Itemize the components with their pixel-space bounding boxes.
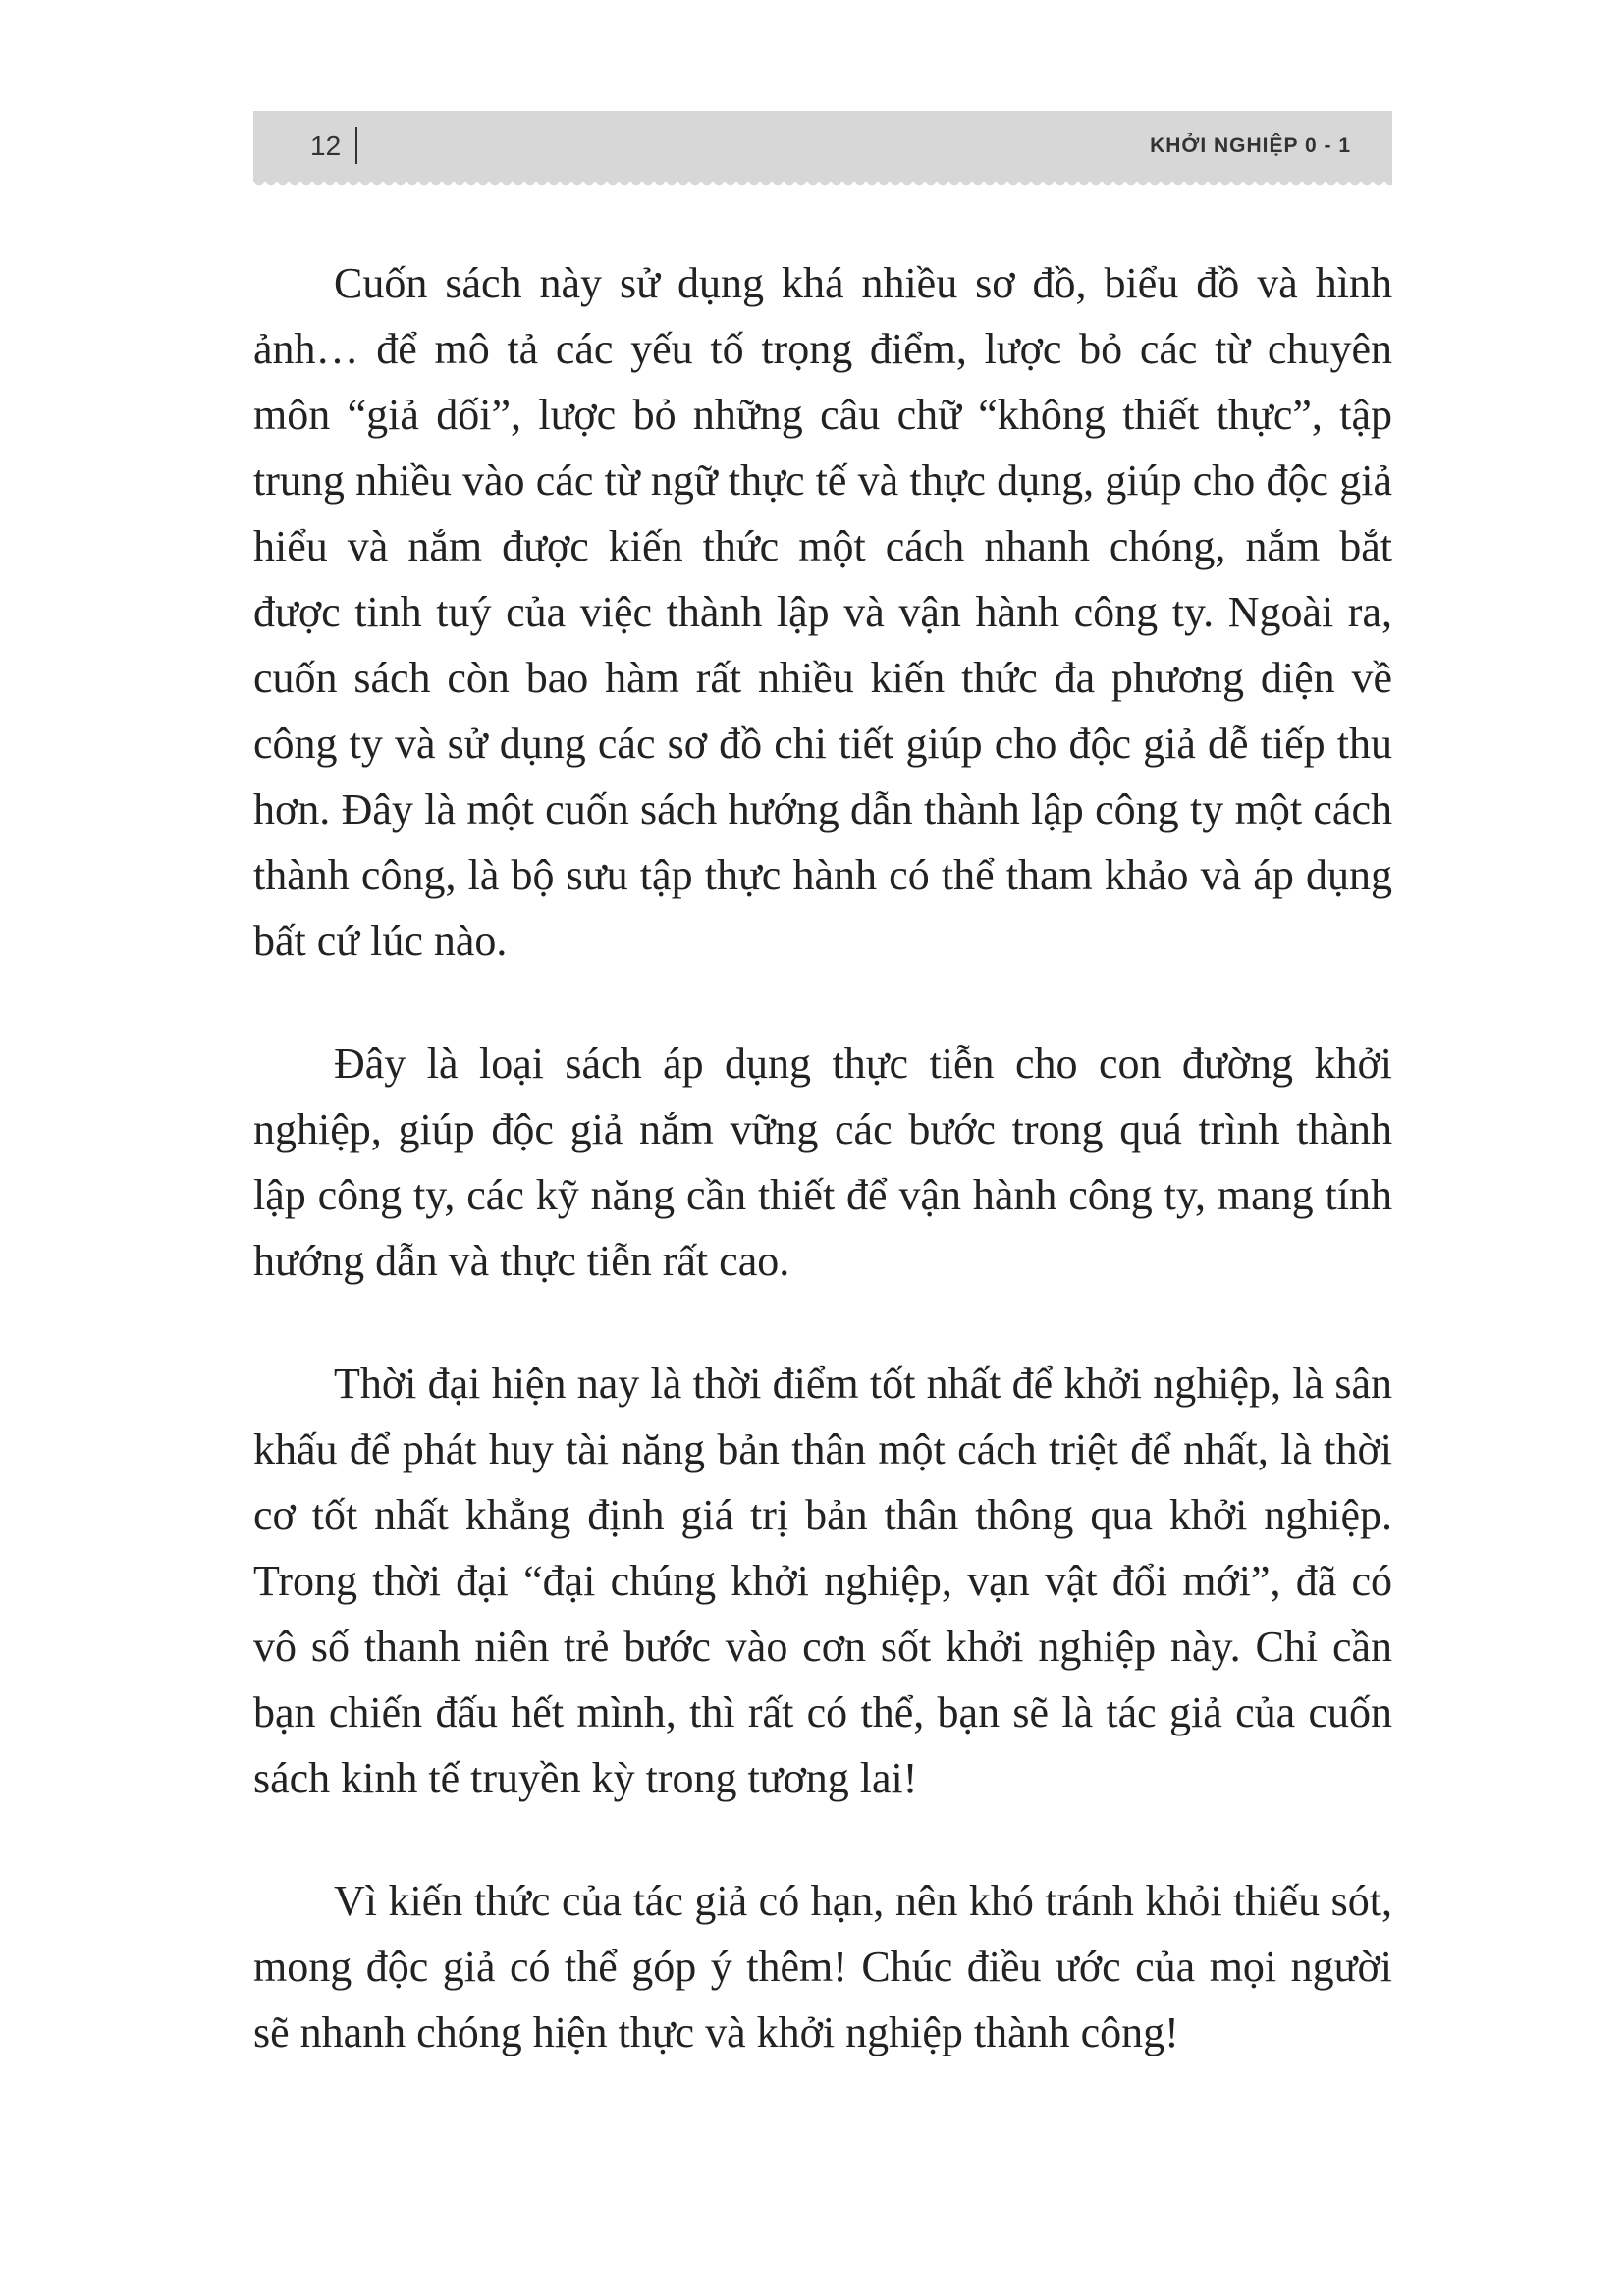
paragraph-4: Vì kiến thức của tác giả có hạn, nên khó tránh khỏi thiếu sót, mong độc giả có thể góp ý thêm! Chúc điều ước của mọi người sẽ nhanh chóng hiện thực và khởi nghiệp thành công! bbox=[253, 1877, 1392, 2056]
page-number: 12 bbox=[310, 131, 342, 161]
paragraph-2: Đây là loại sách áp dụng thực tiễn cho con đường khởi nghiệp, giúp độc giả nắm vững các bước trong quá trình thành lập công ty, các kỹ năng cần thiết để vận hành công ty, mang tính hướng dẫn và thực tiễn rất cao. bbox=[253, 1040, 1392, 1285]
book-title: KHỞI NGHIỆP 0 - 1 bbox=[1150, 134, 1351, 157]
page-body bbox=[253, 250, 1392, 2122]
header-divider bbox=[355, 127, 357, 164]
paragraph-1: Cuốn sách này sử dụng khá nhiều sơ đồ, biểu đồ và hình ảnh… để mô tả các yếu tố trọng điểm, lược bỏ các từ chuyên môn “giả dối”, lược bỏ những câu chữ “không thiết thực”, tập trung nhiều vào các từ ngữ thực tế và thực dụng, giúp cho độc giả hiểu và nắm được kiến thức một cách nhanh chóng, nắm bắt được tinh tuý của việc thành lập và vận hành công ty. Ngoài ra, cuốn sách còn bao hàm rất nhiều kiến thức đa phương diện về công ty và sử dụng các sơ đồ chi tiết giúp cho độc giả dễ tiếp thu hơn. Đây là một cuốn sách hướng dẫn thành lập công ty một cách thành công, là bộ sưu tập thực hành có thể tham khảo và áp dụng bất cứ lúc nào. bbox=[253, 259, 1392, 965]
running-header bbox=[253, 111, 1392, 182]
paragraph-3: Thời đại hiện nay là thời điểm tốt nhất để khởi nghiệp, là sân khấu để phát huy tài năng bản thân một cách triệt để nhất, là thời cơ tốt nhất khẳng định giá trị bản thân thông qua khởi nghiệp. Trong thời đại “đại chúng khởi nghiệp, vạn vật đổi mới”, đã có vô số thanh niên trẻ bước vào cơn sốt khởi nghiệp này. Chỉ cần bạn chiến đấu hết mình, thì rất có thể, bạn sẽ là tác giả của cuốn sách kinh tế truyền kỳ trong tương lai! bbox=[253, 1360, 1392, 1802]
